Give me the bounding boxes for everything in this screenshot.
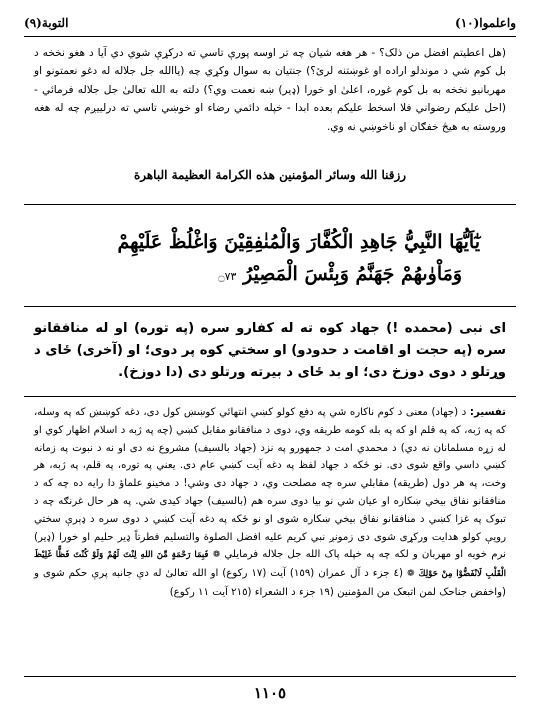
tafsir-text: د (جهاد) معنی د کوم ناکاره شي په دفع کولو کښي انتهائي کوښښ کول دی، دغه کوښښ که په وسله، که په ژبه، که په قلم او که په بله کومه طريقه وي، دوی د منافقانو مقابل کښي (چه په ژبه د اسلام اظهار کوي او له زړه مسلمانان نه دي) د محمدي امت د جمهورو په نزد (جهاد بالسيف) مشروع نه دی او نه د نبوت په زمانه کښي داسي واقع شوی دی. نو ځکه د جهاد لفظ په دغه آيت کښي عام دی. يعني په توره، په قلم، په ژبه، هر وخت، په هر دول (طريقه) مقابلي سره چه مصلحت وي، د جهاد دی وشي! د مخينو علماؤ دا رايه ده چه که د منافقانو نفاق بيخي ښکاره او عيان شي نو بيا دوی سره هم (بالسيف) جهاد کيدی شي. په هر حال غرنګه چه د تبوک په غزا کښي د منافقانو نفاق بيخي ښکاره شوی او نو ځکه په دغه آيت کښي د دوی سره د ډېرې سختي رويې کولو هدايت ورکړی شوی دی زمونږ نبي کريم عليه افضل الصلوة والتسليم فطرتاً ډير حليم او خورا (ډير) نرم خويه او مهربان و لکه چه په خپله پاک الله جل جلاله فرمايلي — [34, 407, 506, 561]
verse-bottom-rule — [24, 306, 516, 307]
verse-line-1: يٰٓاَيُّهَا النَّبِيُّ جَاهِدِ الْكُفَّارَ وَالْمُنٰفِقِيْنَ وَاغْلُظْ عَلَيْهِمْ — [117, 231, 480, 253]
prayer-line: رزقنا الله وسائر المؤمنين هذه الكرامة العظيمة الباهرة — [133, 168, 407, 182]
verse-line-2 — [60, 258, 480, 293]
verse-end-marker: ۝٧٣ — [218, 270, 237, 283]
inline-ayah: فَبِمَا رَحْمَةٍ مِّنَ اللهِ لِنْتَ لَهُمْ وَلَوْ كُنْتَ فَظًّا غَلِيْظَ الْقَلْبِ لَانْفَضُّوْا مِنْ حَوْلِكَ — [34, 550, 506, 580]
header-surah-name: التوبة(٩) — [24, 16, 69, 30]
ayah-ornament-close-icon: ❁ — [406, 569, 415, 580]
running-header — [24, 10, 516, 36]
page-number: ١١٠٥ — [253, 684, 287, 702]
tafsir-paragraph — [34, 404, 506, 602]
tafsir-top-rule — [24, 396, 516, 397]
quran-verse — [60, 226, 480, 296]
tafsir-heading: تفسير: — [469, 407, 506, 418]
tafsir-text-2: (٤ جزء د آل عمران (١٥٩) آيت (١٧ رکوع) او الله تعالیٰ له دې جانبه پرې حکم شوی و (واخفض جناحک لمن اتبعک من المؤمنين (١٩ جزء د الشعراء (٢١٥ آيت ١١ رکوع) — [34, 568, 506, 598]
ayah-ornament-open-icon: ❁ — [212, 550, 221, 561]
header-juz-name: واعلموا(١٠) — [455, 16, 516, 30]
verse-top-rule — [24, 204, 516, 205]
header-rule — [24, 36, 516, 37]
footer-rule — [24, 676, 516, 677]
verse-line-2-text: وَمَاْوٰىهُمْ جَهَنَّمُ وَبِئْسَ الْمَصِيْرُ — [243, 263, 462, 285]
intro-paragraph: (هل اعطيتم افضل من ذلک؟ - هر هغه شيان چه تر اوسه پورې تاسي ته درکړې شوي دي آيا د هغو نخخه د بل کوم شي د موندلو اراده او غوښتنه لرئ؟) جنتيان به سوال وکړي چه (ياالله جل جلاله له دغو نعمتونو او مهربانيو نخخه به بل کوم غوره، اعلیٰ او خورا (ډير) ښه نعمت وي؟) دلته به الله تعالیٰ جل جلاله فرمائي - (احل عليکم رضواني فلا اسخط عليکم بعده ابدا - خپله دائمي رضاء او خوښي تاسي ته درلييږم چه له هغه وروسته به هيڅ خفګان او ناخوښي نه وي. — [34, 47, 506, 133]
translation-paragraph: اى نبی (محمده !) جهاد کوه ته له کفارو سره (په توره) او له منافقانو سره (په حجت او اقامت د حدودو) او سختي کوه پر دوی؛ او (آخرى) ځای د وړتلو د دوی دوزخ دی؛ او بد ځای د بيرته ورتلو دی (دا دوزخ). — [34, 321, 506, 380]
